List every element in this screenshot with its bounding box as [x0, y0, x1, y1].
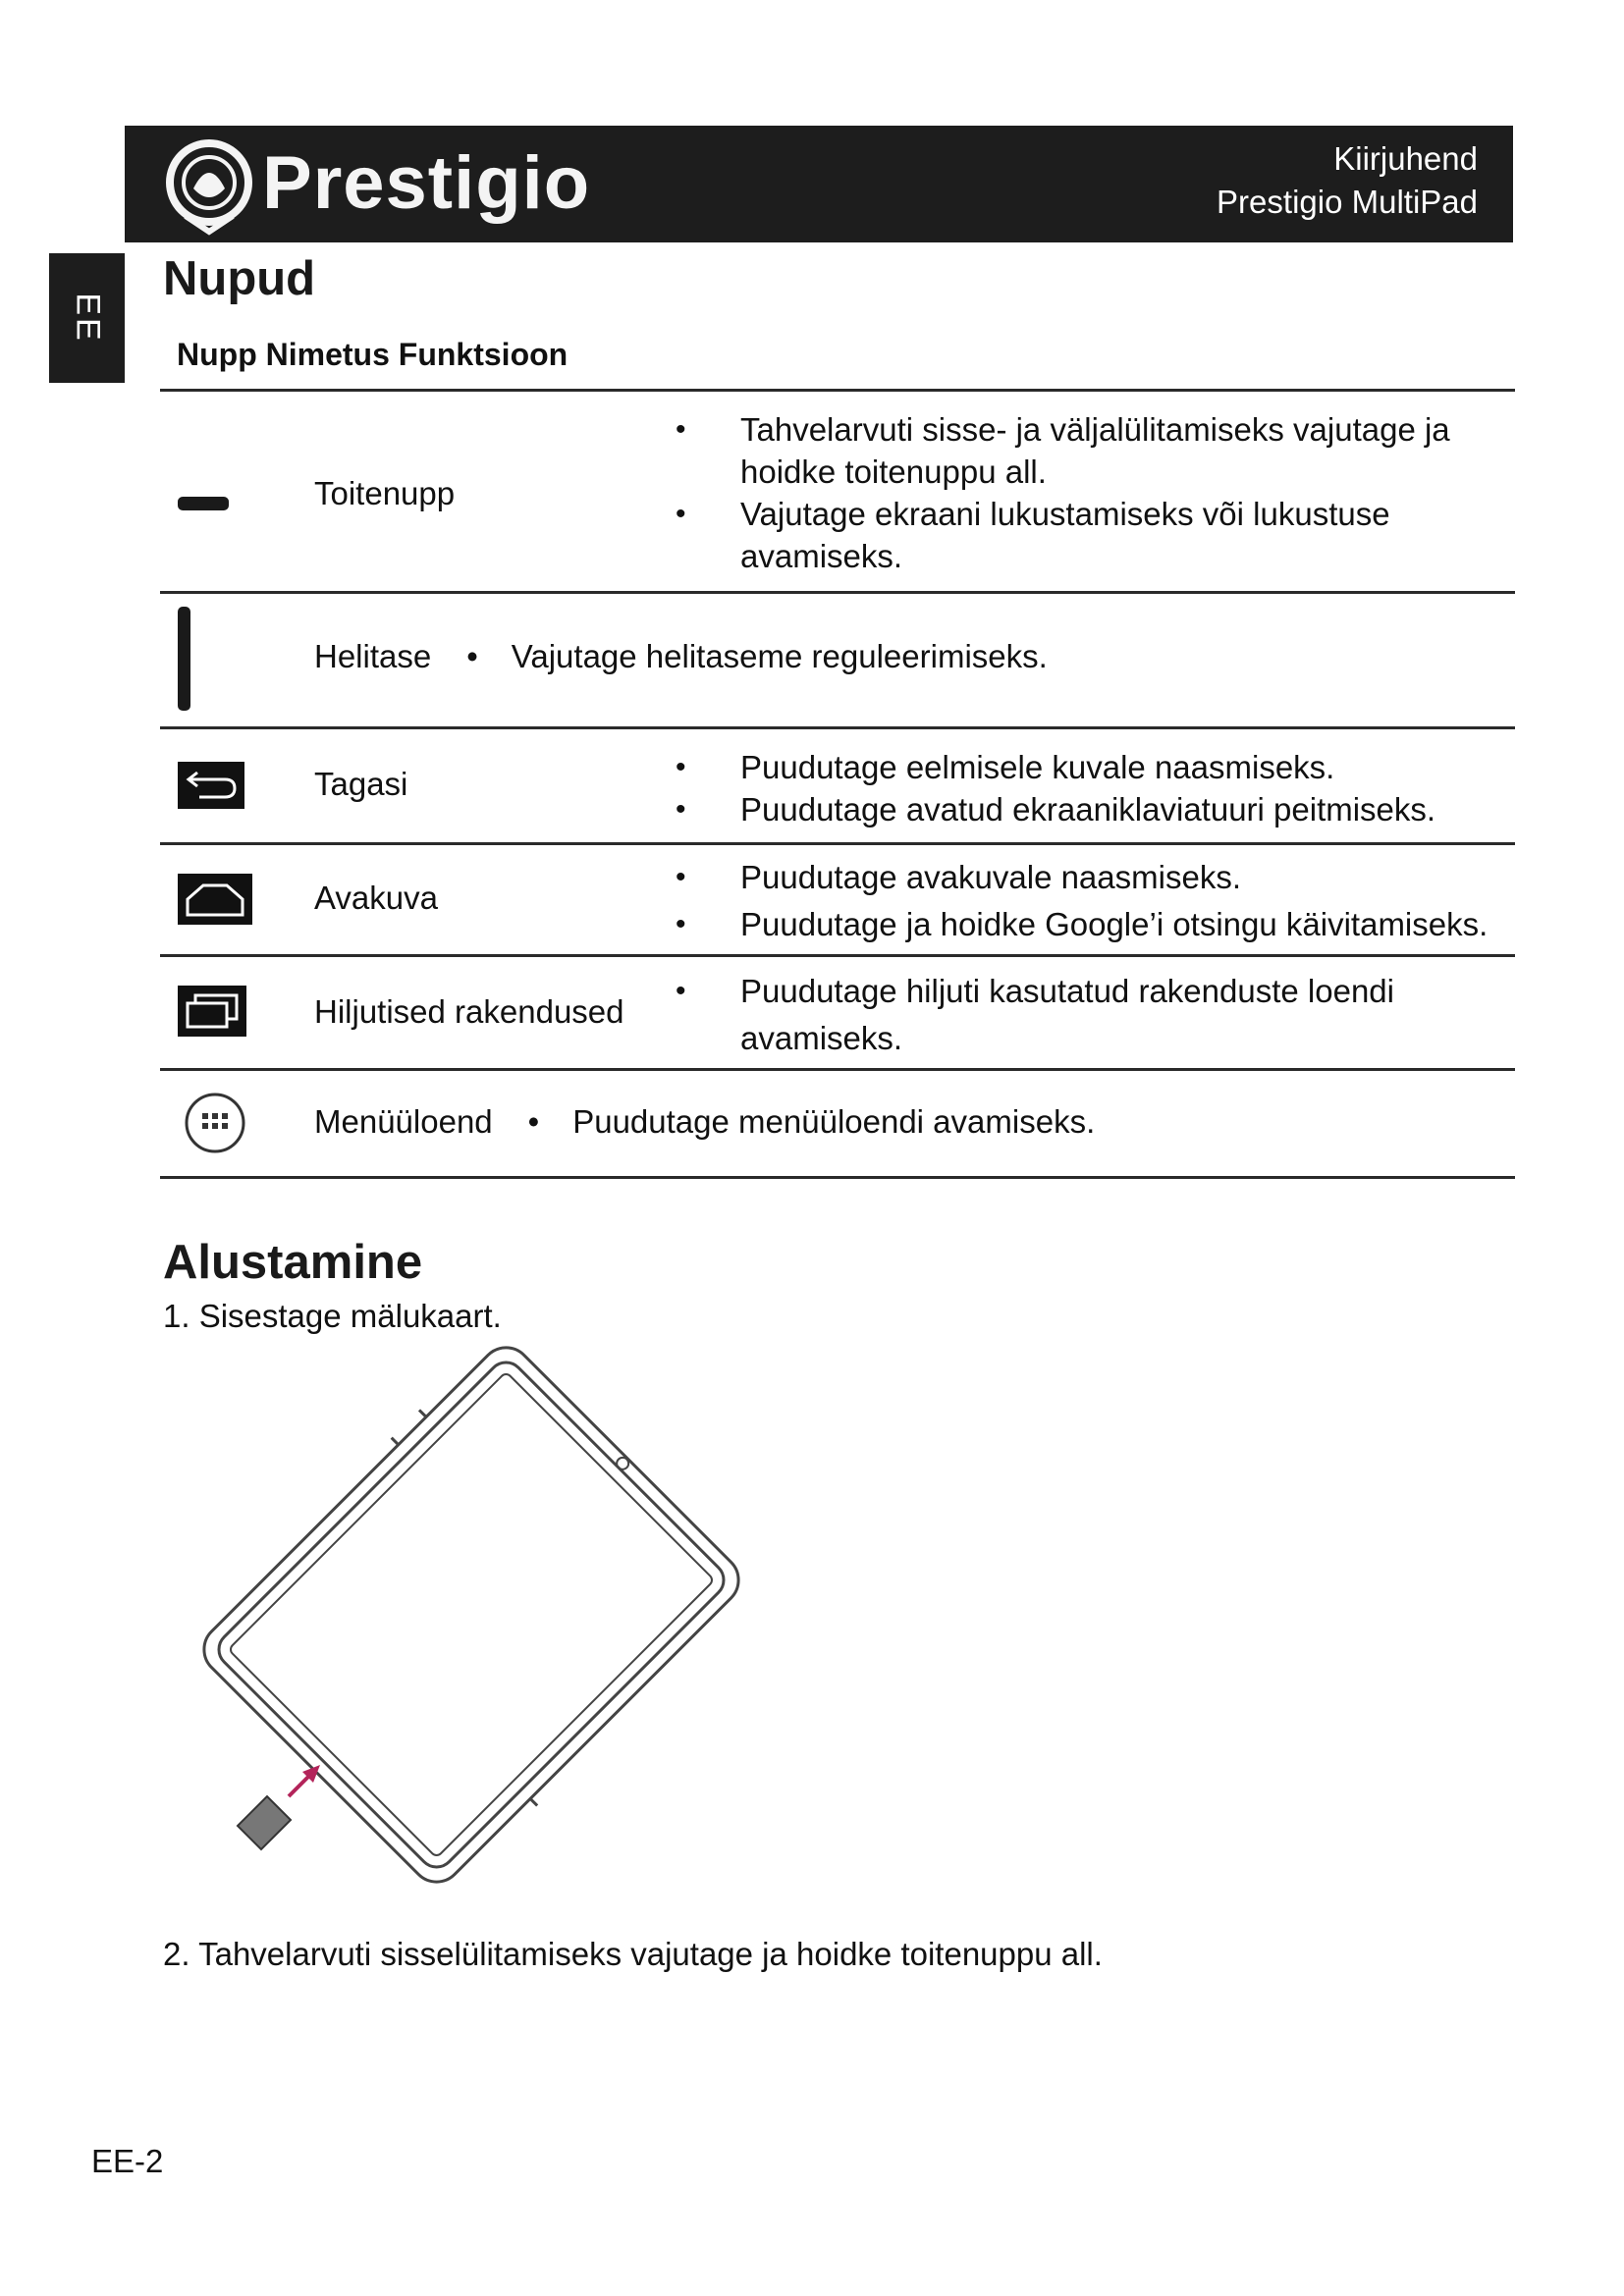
- button-name-volume: Helitase: [314, 638, 432, 674]
- step-2: 2. Tahvelarvuti sisselülitamiseks vajutage ja hoidke toitenuppu all.: [163, 1936, 1103, 1972]
- function-list-recent-apps: [703, 968, 1489, 1062]
- button-name-back: Tagasi: [314, 766, 408, 802]
- menu-list-icon: [184, 1092, 246, 1154]
- section-title-getting-started: Alustamine: [163, 1236, 423, 1289]
- table-rule: [160, 954, 1515, 957]
- function-item: Puudutage menüüloendi avamiseks.: [572, 1103, 1096, 1140]
- doc-title: Kiirjuhend: [1333, 140, 1478, 177]
- function-item: • Vajutage ekraani lukustamiseks või lukustuse avamiseks.: [703, 493, 1489, 577]
- product-name: Prestigio MultiPad: [1217, 184, 1478, 220]
- table-rule: [160, 591, 1515, 594]
- bullet-mark: •: [466, 638, 478, 674]
- table-rule: [160, 1068, 1515, 1071]
- page-number: EE-2: [91, 2143, 164, 2179]
- function-item: • Puudutage hiljuti kasutatud rakenduste loendi avamiseks.: [703, 968, 1489, 1062]
- table-rule: [160, 842, 1515, 845]
- volume-bar-icon: [178, 607, 190, 711]
- button-name-menu-list: Menüüloend: [314, 1103, 493, 1140]
- section-title-buttons: Nupud: [163, 252, 316, 305]
- function-list-power: [703, 408, 1489, 577]
- table-rule: [160, 1176, 1515, 1179]
- function-item: Vajutage helitaseme reguleerimiseks.: [511, 638, 1048, 674]
- language-tab: [49, 253, 125, 383]
- function-item: • Tahvelarvuti sisse- ja väljalülitamiseks vajutage ja hoidke toitenuppu all.: [703, 408, 1489, 493]
- step-1: 1. Sisestage mälukaart.: [163, 1298, 502, 1334]
- table-rule: [160, 726, 1515, 729]
- function-item: • Puudutage ja hoidke Google’i otsingu käivitamiseks.: [703, 901, 1508, 948]
- language-code: EE: [69, 293, 106, 344]
- function-list-back: [703, 746, 1498, 830]
- row-volume: [314, 638, 1048, 675]
- button-name-recent-apps: Hiljutised rakendused: [314, 993, 624, 1030]
- row-menu-list: [314, 1103, 1095, 1141]
- button-name-power: Toitenupp: [314, 475, 456, 511]
- function-item: • Puudutage avatud ekraaniklaviatuuri peitmiseks.: [703, 788, 1498, 830]
- header-doc-info: [1217, 137, 1478, 224]
- brand-name: Prestigio: [262, 141, 591, 225]
- table-rule: [160, 389, 1515, 392]
- power-bar-icon: [178, 497, 229, 510]
- home-icon: [178, 874, 252, 925]
- prestigio-logo-icon: [164, 137, 254, 236]
- button-name-home: Avakuva: [314, 880, 438, 916]
- header-bar: [125, 126, 1513, 242]
- bullet-mark: •: [527, 1103, 540, 1140]
- tablet-illustration: [187, 1330, 756, 1899]
- back-icon: [178, 762, 244, 809]
- insert-arrow-icon: [289, 1765, 320, 1796]
- memory-card-icon: [238, 1796, 291, 1849]
- function-list-home: [703, 854, 1508, 948]
- table-header: Nupp Nimetus Funktsioon: [177, 337, 568, 372]
- recent-apps-icon: [178, 986, 246, 1037]
- function-item: • Puudutage eelmisele kuvale naasmiseks.: [703, 746, 1498, 788]
- function-item: • Puudutage avakuvale naasmiseks.: [703, 854, 1508, 901]
